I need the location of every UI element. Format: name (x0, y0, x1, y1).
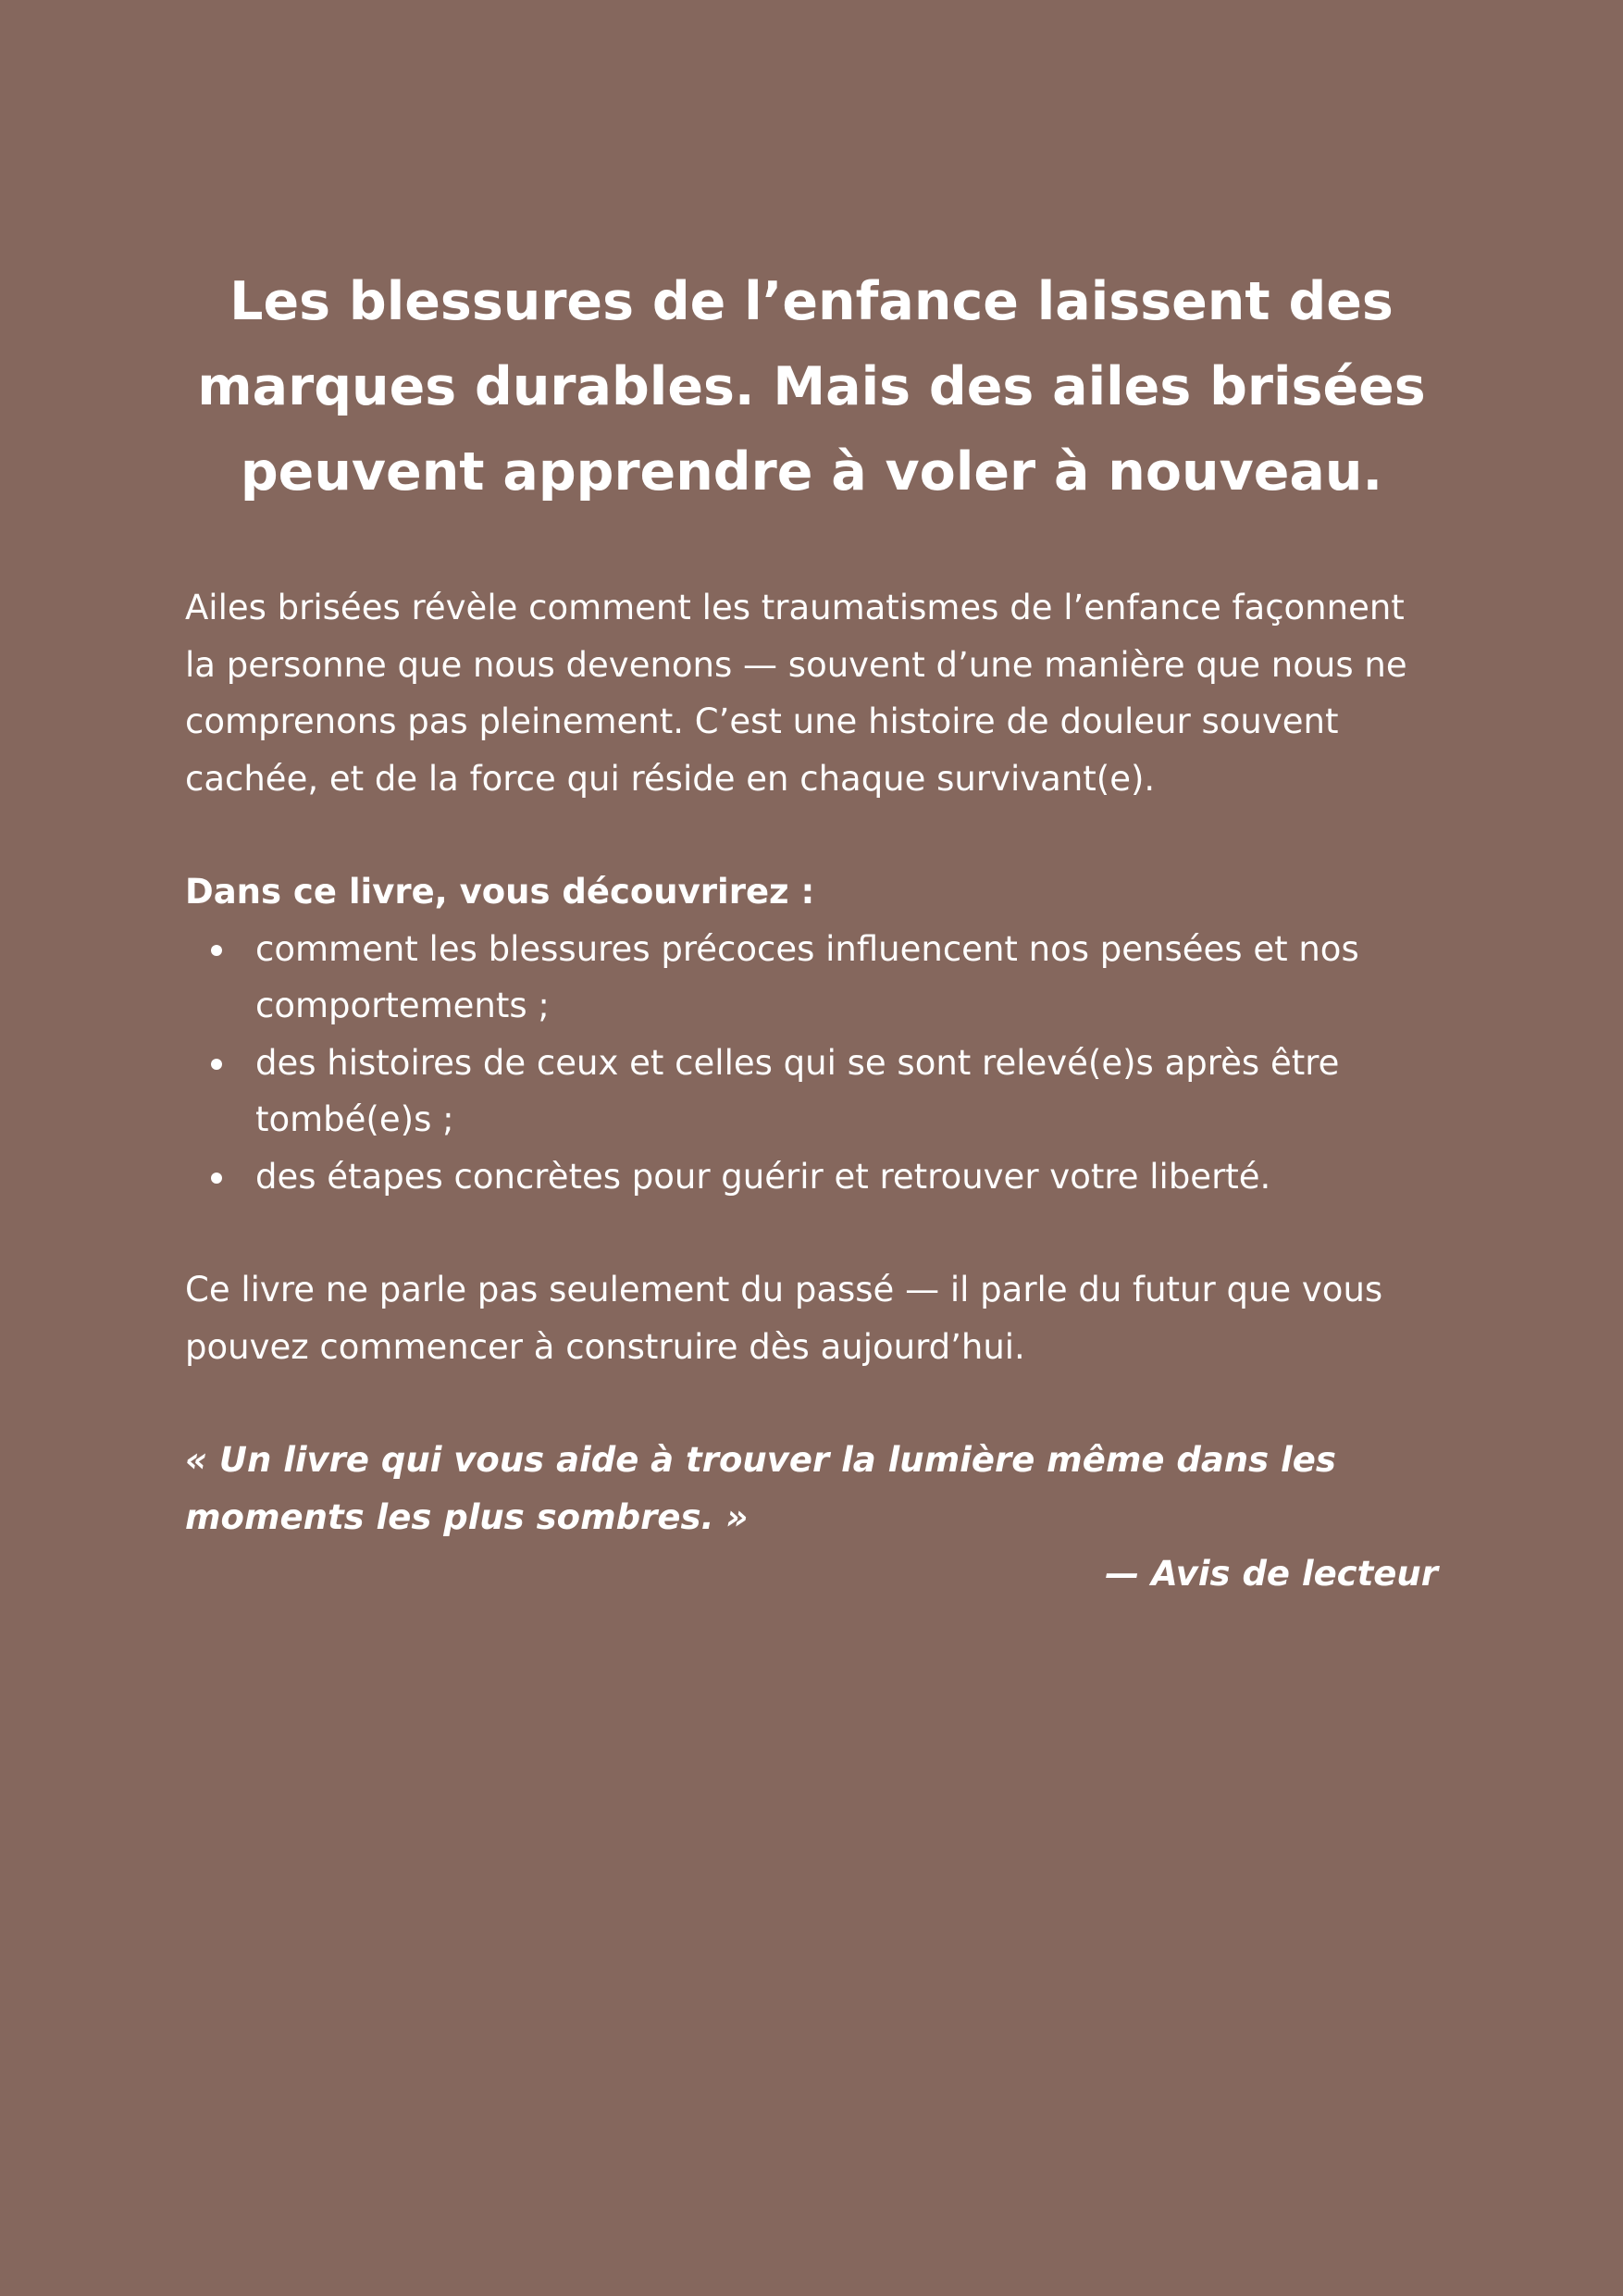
discover-list (185, 921, 1438, 1206)
list-item-text: des étapes concrètes pour guérir et retrouver votre liberté. (255, 1156, 1271, 1197)
list-item-text: des histoires de ceux et celles qui se sont relevé(e)s après être tombé(e)s ; (255, 1042, 1340, 1139)
list-item (185, 1148, 1438, 1206)
list-item (185, 921, 1438, 1035)
bullet-icon (211, 1173, 222, 1184)
intro-paragraph: Ailes brisées révèle comment les traumatismes de l’enfance façonnent la personne que nous devenons — souvent d’une manière que nous ne comprenons pas pleinement. C’est une histoire de douleur souvent cachée, et de la force qui réside en chaque survivant(e). (185, 588, 1407, 799)
list-item-text: comment les blessures précoces influencent nos pensées et nos comportements ; (255, 928, 1359, 1025)
headline: Les blessures de l’enfance laissent des marques durables. Mais des ailes brisées peuvent apprendre à voler à nouveau. (197, 271, 1426, 503)
bullet-icon (211, 1059, 222, 1070)
reader-quote: « Un livre qui vous aide à trouver la lumière même dans les moments les plus sombres. » (185, 1440, 1336, 1537)
discover-title: Dans ce livre, vous découvrirez : (185, 872, 815, 912)
bullet-icon (211, 945, 222, 956)
closing-paragraph: Ce livre ne parle pas seulement du passé — il parle du futur que vous pouvez commencer à construire dès aujourd’hui. (185, 1270, 1383, 1367)
quote-attribution: — Avis de lecteur (1105, 1554, 1438, 1594)
list-item (185, 1035, 1438, 1148)
